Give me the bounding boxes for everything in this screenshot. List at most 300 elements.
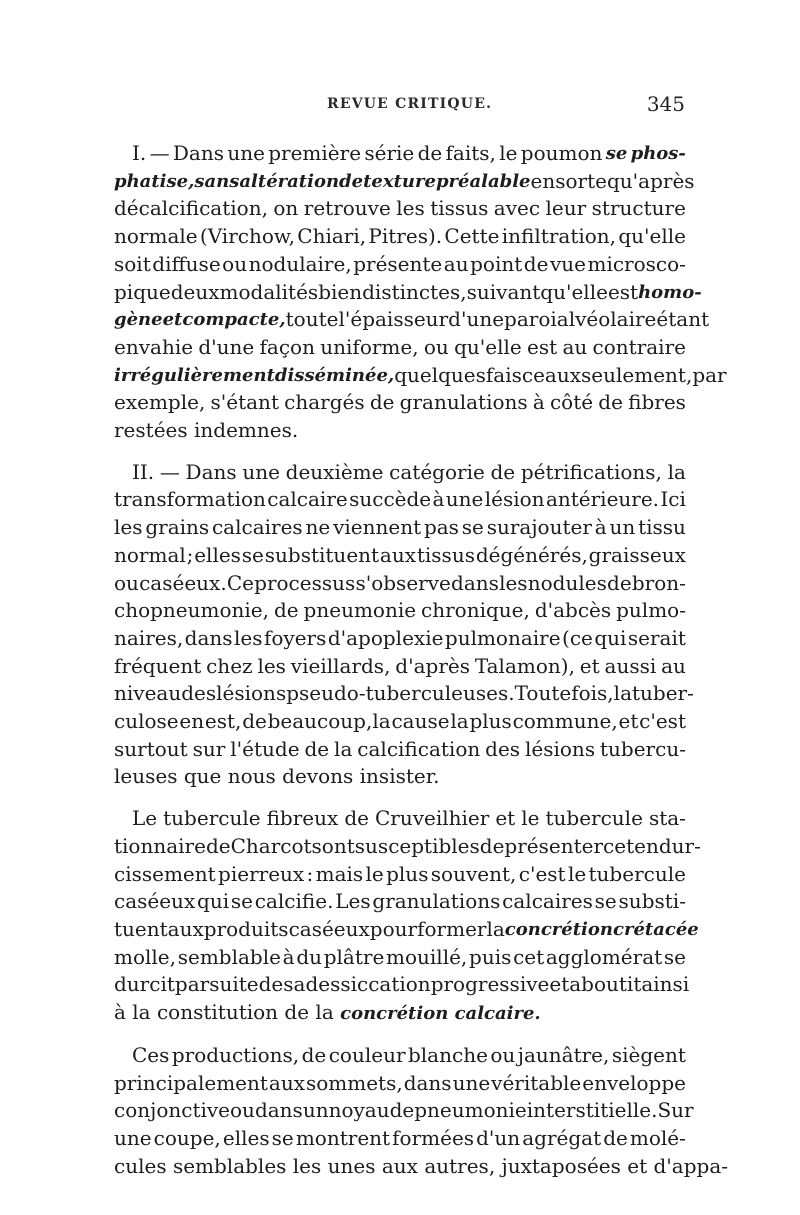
word: pulmonaire — [444, 625, 561, 650]
word: durcit — [114, 972, 175, 997]
word: du — [296, 944, 323, 969]
page-header — [115, 92, 685, 120]
word: de — [603, 1125, 628, 1150]
word: chargés — [284, 390, 365, 415]
word: à — [594, 515, 607, 540]
word: calcaire — [267, 487, 348, 512]
text-line — [114, 486, 686, 514]
word: molle, — [114, 944, 176, 969]
paragraph-gap — [114, 791, 686, 805]
word: à — [114, 1000, 133, 1025]
word: substituent — [264, 542, 380, 567]
word: fibres — [628, 390, 686, 415]
word: chez — [206, 653, 253, 678]
text-line — [114, 625, 686, 653]
word: le — [521, 806, 540, 831]
word: lésions — [525, 736, 596, 761]
word: tubercule — [545, 806, 643, 831]
word: qu'après — [606, 168, 695, 193]
word: Le — [132, 806, 158, 831]
text-line — [114, 459, 686, 487]
word: de — [389, 1098, 415, 1123]
word: suite — [209, 972, 259, 997]
word: d'une — [198, 334, 255, 359]
word: pneumonie — [303, 598, 417, 623]
word: la — [132, 1000, 157, 1025]
word: sorte — [555, 168, 607, 193]
word: infiltration, — [501, 224, 617, 249]
word: alvéolaire — [556, 307, 657, 332]
word: de — [273, 598, 299, 623]
word: aux — [167, 916, 204, 941]
text-line — [114, 417, 686, 445]
word: des — [181, 681, 217, 706]
word: Sur — [657, 1098, 694, 1123]
word: II. — [132, 459, 155, 484]
word: calcaires — [502, 889, 593, 914]
word: contraire — [592, 334, 686, 359]
word: Chiari, — [297, 224, 367, 249]
word: au — [661, 653, 686, 678]
word: au — [562, 334, 588, 359]
paragraph — [114, 805, 701, 1028]
word: se — [241, 542, 264, 567]
word: le — [365, 861, 384, 886]
word: culose — [114, 709, 179, 734]
word: leuses — [114, 764, 184, 789]
word: le — [567, 861, 587, 886]
word: blanche — [407, 1042, 488, 1067]
word: plâtre — [323, 944, 385, 969]
word: côté — [549, 390, 594, 415]
word: envahie — [114, 334, 194, 359]
word: faits, — [445, 141, 496, 165]
word: en — [530, 168, 556, 193]
word: un — [609, 515, 636, 540]
word: de — [205, 833, 231, 858]
word: vieillards, — [290, 653, 391, 678]
word: dans — [254, 1098, 303, 1123]
word: une — [242, 459, 280, 484]
word: structure — [591, 196, 686, 221]
word: décalcification, — [114, 196, 268, 221]
word: sur — [192, 736, 226, 761]
text-line — [114, 389, 686, 417]
text-line — [114, 736, 686, 764]
word: les — [114, 515, 143, 540]
word: s'étant — [210, 390, 279, 415]
word: de — [479, 833, 505, 858]
word: enveloppe — [582, 1070, 686, 1095]
word: foyers — [263, 625, 327, 650]
word: montrent — [295, 1125, 391, 1150]
text-line — [114, 653, 686, 681]
word: — — [149, 141, 170, 165]
word: une — [445, 487, 484, 512]
word: une — [452, 1070, 491, 1095]
italic-word: compacte, — [182, 309, 286, 331]
word: à — [432, 487, 445, 512]
word: cules — [114, 1153, 173, 1178]
word: interstitielle. — [526, 1098, 658, 1123]
word: surtout — [114, 736, 188, 761]
word: modalités — [219, 279, 319, 304]
word: les — [292, 1153, 328, 1178]
text-line — [114, 708, 686, 736]
word: lésion — [484, 487, 545, 512]
word: (Virchow, — [199, 224, 295, 249]
running-head: REVUE CRITIQUE. — [327, 96, 493, 112]
word: jaunâtre, — [517, 1042, 610, 1067]
word: par — [174, 972, 210, 997]
word: unes — [327, 1153, 382, 1178]
word: des — [485, 736, 521, 761]
text-line — [114, 195, 686, 223]
word: de — [242, 709, 267, 734]
word: ne — [305, 515, 331, 540]
word: endur- — [634, 833, 701, 858]
text-line — [114, 1070, 686, 1098]
word: Dans — [185, 459, 237, 484]
word: principalement — [114, 1070, 268, 1095]
text-line — [114, 223, 686, 251]
word: ainsi — [641, 972, 690, 997]
word: normale — [114, 224, 198, 249]
word: indemnes. — [194, 418, 299, 443]
word: chopneumonie, — [114, 598, 269, 623]
word: I. — [132, 141, 147, 165]
word: vue — [549, 251, 586, 276]
word: catégorie — [389, 459, 485, 484]
word: soit — [114, 251, 151, 276]
word: plus — [469, 709, 512, 734]
italic-word: texture — [363, 170, 436, 192]
word: on — [273, 196, 299, 221]
word: caséeux — [288, 916, 370, 941]
italic-word: phos- — [630, 143, 686, 164]
word: Dans — [172, 141, 224, 165]
italic-word: phatise, — [114, 170, 195, 192]
word: niveau — [114, 681, 182, 706]
word: sta- — [648, 806, 686, 831]
word: en — [179, 709, 205, 734]
word: quelques — [394, 362, 486, 387]
text-line — [114, 680, 694, 708]
italic-word: concrétion — [340, 1003, 455, 1025]
text-line — [114, 916, 699, 944]
word: mouillé, — [386, 944, 468, 969]
word: d'appa- — [653, 1153, 729, 1178]
word: beaucoup,la — [267, 709, 391, 734]
word: les — [396, 196, 425, 221]
word: granulations — [372, 889, 501, 914]
word: uniforme, — [320, 334, 419, 359]
word: à — [282, 944, 295, 969]
text-line — [114, 251, 686, 279]
word: ; — [186, 542, 194, 567]
word: Charcot — [230, 833, 312, 858]
word: noyau — [328, 1098, 390, 1123]
italic-word: gène — [114, 309, 163, 331]
word: s'observe — [355, 570, 451, 595]
word: étant — [656, 307, 710, 332]
word: caséeux — [114, 889, 196, 914]
word: pétrifications, — [520, 459, 662, 484]
word: productions, — [171, 1042, 300, 1067]
italic-word: disséminée, — [274, 364, 395, 386]
word: l'étude — [230, 736, 300, 761]
word: bien — [318, 279, 363, 304]
word: et — [549, 972, 570, 997]
text-line — [114, 140, 686, 168]
word: Pitres). — [368, 224, 443, 249]
word: de — [304, 736, 330, 761]
word: bron- — [631, 570, 686, 595]
word: calcification — [357, 736, 481, 761]
paragraph — [114, 1042, 729, 1181]
word: formées — [392, 1125, 475, 1150]
word: les — [234, 625, 263, 650]
word: siègent — [611, 1042, 686, 1067]
italic-word: irrégulièrement — [114, 364, 275, 386]
word: caséeux. — [139, 570, 227, 595]
word: viennent — [333, 515, 422, 540]
word: paroi — [504, 307, 557, 332]
word: aussi — [604, 653, 657, 678]
text-line — [114, 971, 690, 999]
word: série — [364, 141, 415, 165]
word: Les — [335, 889, 371, 914]
word: qu'elle — [618, 224, 686, 249]
word: juxtaposées — [501, 1153, 628, 1178]
word: de — [598, 390, 623, 415]
text-line — [114, 1097, 694, 1125]
word: tubercule — [163, 806, 261, 831]
word: la — [334, 736, 353, 761]
text-line — [114, 763, 686, 791]
word: deux — [170, 279, 220, 304]
word: constitution — [156, 1000, 285, 1025]
word: coupe, — [153, 1125, 221, 1150]
word: elles — [222, 1125, 270, 1150]
word: dans — [403, 1070, 452, 1095]
word: au — [443, 251, 469, 276]
text-line — [114, 306, 710, 334]
word: sont — [311, 833, 355, 858]
paragraph-gap — [114, 445, 686, 459]
word: dans — [451, 570, 499, 595]
word: autres, — [424, 1153, 502, 1178]
text-line — [114, 1042, 686, 1070]
word: ou — [114, 570, 139, 595]
word: tubercule — [588, 861, 686, 886]
text-line — [114, 542, 686, 570]
word: calcaires — [211, 515, 303, 540]
word: agrégat — [522, 1125, 602, 1150]
word: : — [306, 861, 314, 886]
word: de — [417, 141, 443, 165]
word: point — [470, 251, 523, 276]
word: produits — [203, 916, 289, 941]
word: pierreux — [218, 861, 305, 886]
word: cissement — [114, 861, 216, 886]
word: retrouve — [303, 196, 391, 221]
word: d'apoplexie — [327, 625, 444, 650]
word: pneumonie — [414, 1098, 527, 1123]
word: (ce — [562, 625, 593, 650]
word: serait — [627, 625, 686, 650]
italic-word: homo- — [638, 281, 702, 303]
word: tubercu- — [600, 736, 686, 761]
word: est — [527, 334, 558, 359]
word: de — [284, 1000, 316, 1025]
italic-word: altération — [239, 170, 340, 192]
word: Toutefois, — [514, 681, 614, 706]
word: tionnaire — [114, 833, 206, 858]
text-line — [114, 168, 695, 196]
italic-word: préalable — [435, 170, 531, 192]
word: lésions — [216, 681, 287, 706]
italic-word: se — [605, 143, 628, 164]
word: insister. — [359, 764, 440, 789]
word: semblable — [177, 944, 281, 969]
word: grains — [145, 515, 210, 540]
paragraph-gap — [114, 1028, 686, 1042]
italic-word: concrétion — [504, 918, 613, 940]
word: de — [344, 806, 369, 831]
word: tissus — [416, 542, 475, 567]
word: toute — [285, 307, 339, 332]
word: d'abcès — [534, 598, 612, 623]
word: les — [257, 653, 286, 678]
italic-word: sans — [194, 170, 240, 192]
word: à — [532, 390, 545, 415]
word: aboutit — [569, 972, 642, 997]
word: restées — [114, 418, 194, 443]
body-text — [114, 140, 729, 1180]
word: tuber- — [632, 681, 694, 706]
word: cet — [513, 944, 545, 969]
word: antérieure. — [545, 487, 660, 512]
word: ou — [230, 1098, 255, 1123]
word: aux — [381, 1153, 425, 1178]
word: distinctes,suivant — [362, 279, 541, 304]
text-line — [114, 888, 686, 916]
word: nous — [227, 764, 283, 789]
word: transformation — [114, 487, 266, 512]
word: la — [667, 459, 686, 484]
word: sa — [283, 972, 306, 997]
text-line — [114, 514, 686, 542]
word: dans — [184, 625, 233, 650]
word: première — [268, 141, 362, 165]
word: former — [417, 916, 487, 941]
word: que — [183, 764, 228, 789]
text-line — [114, 833, 701, 861]
word: normal — [114, 542, 186, 567]
word: d'après — [395, 653, 470, 678]
word: fibreux — [266, 806, 339, 831]
word: de — [490, 459, 516, 484]
italic-word: de — [339, 170, 364, 192]
word: de — [258, 972, 284, 997]
word: exemple, — [114, 390, 206, 415]
word: succède — [349, 487, 432, 512]
paragraph — [114, 140, 727, 445]
word: la — [486, 916, 505, 941]
word: Ce — [226, 570, 254, 595]
word: Ces — [132, 1042, 170, 1067]
word: pseudo-tuberculeuses. — [286, 681, 515, 706]
word: qui — [594, 625, 627, 650]
word: qui — [197, 889, 230, 914]
word: aux — [379, 542, 417, 567]
word: c'est — [518, 861, 566, 886]
word: d'une — [448, 307, 505, 332]
text-line — [114, 1153, 729, 1181]
word: se — [230, 889, 253, 914]
word: semblables — [172, 1153, 293, 1178]
word: par — [692, 362, 727, 387]
word: leur — [545, 196, 587, 221]
word: agglomérat — [545, 944, 663, 969]
word: d'un — [476, 1125, 521, 1150]
text-line — [114, 334, 686, 362]
word: surajouter — [486, 515, 592, 540]
word: fréquent — [114, 653, 202, 678]
word: granulations — [399, 390, 528, 415]
word: cet — [603, 833, 635, 858]
word: présente — [353, 251, 443, 276]
word: ou — [490, 1042, 516, 1067]
word: souvent, — [430, 861, 517, 886]
word: la — [450, 709, 469, 734]
word: véritable — [491, 1070, 582, 1095]
word: et — [618, 709, 639, 734]
word: aux — [268, 1070, 305, 1095]
paragraph — [114, 459, 694, 791]
word: de — [301, 1042, 327, 1067]
text-line — [114, 999, 686, 1028]
word: se — [663, 944, 686, 969]
word: se — [461, 515, 484, 540]
word: nodules — [527, 570, 607, 595]
text-line — [114, 570, 686, 598]
word: qu'elle — [454, 334, 522, 359]
word: qu'elle — [540, 279, 608, 304]
word: dégénérés, — [475, 542, 588, 567]
word: sommets, — [305, 1070, 403, 1095]
text-line — [114, 362, 727, 390]
word: puis — [469, 944, 512, 969]
word: est, — [204, 709, 242, 734]
word: tissu — [638, 515, 686, 540]
word: et — [495, 806, 516, 831]
word: progressive — [430, 972, 550, 997]
word: plus — [386, 861, 429, 886]
word: présenter — [504, 833, 604, 858]
word: conjonctive — [114, 1098, 231, 1123]
word: ou — [222, 251, 248, 276]
word: devons — [282, 764, 360, 789]
word: graisseux — [588, 542, 686, 567]
word: c'est — [639, 709, 686, 734]
word: de — [369, 390, 395, 415]
italic-word: crétacée — [613, 918, 699, 940]
word: l'épaisseur — [338, 307, 449, 332]
word: Cruveilhier — [374, 806, 490, 831]
word: pour — [369, 916, 418, 941]
